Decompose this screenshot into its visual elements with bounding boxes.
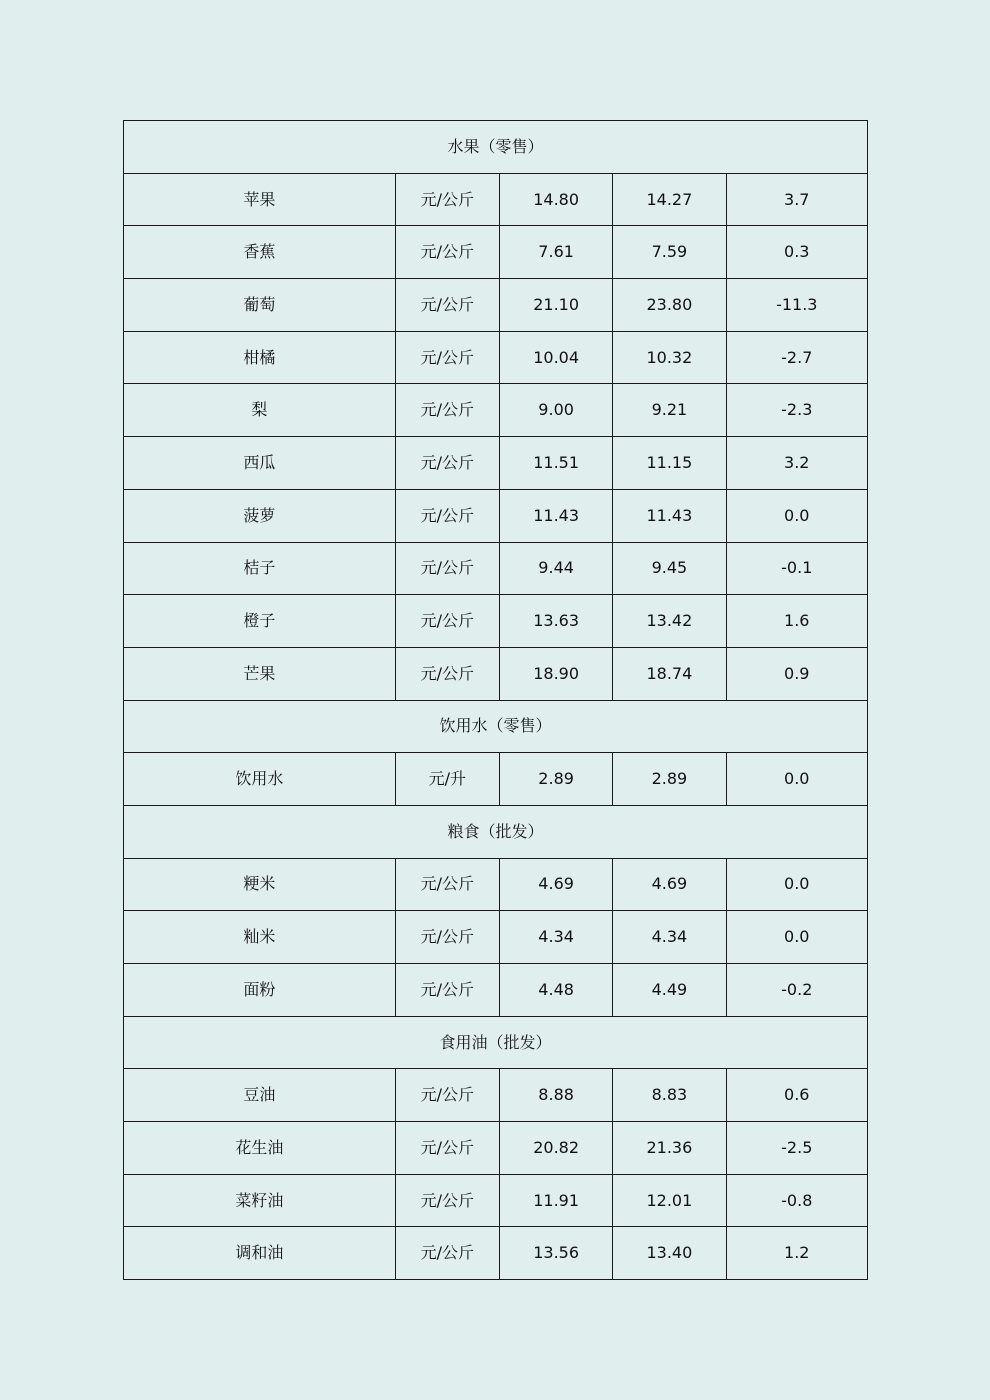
unit-cell: 元/公斤 [395,1227,499,1280]
item-name-cell: 芒果 [124,647,396,700]
section-header-row [124,1016,868,1069]
previous-price-cell: 14.27 [613,173,726,226]
current-price-cell: 9.00 [499,384,612,437]
change-percent-cell: 0.0 [726,753,867,806]
previous-price-cell: 18.74 [613,647,726,700]
previous-price-cell: 7.59 [613,226,726,279]
table-row [124,437,868,490]
current-price-cell: 4.69 [499,858,612,911]
unit-cell: 元/公斤 [395,173,499,226]
table-row [124,173,868,226]
unit-cell: 元/公斤 [395,1122,499,1175]
unit-cell: 元/升 [395,753,499,806]
item-name-cell: 菜籽油 [124,1174,396,1227]
table-row [124,595,868,648]
change-percent-cell: -0.8 [726,1174,867,1227]
unit-cell: 元/公斤 [395,437,499,490]
change-percent-cell: 0.0 [726,858,867,911]
previous-price-cell: 10.32 [613,331,726,384]
current-price-cell: 14.80 [499,173,612,226]
item-name-cell: 花生油 [124,1122,396,1175]
item-name-cell: 籼米 [124,911,396,964]
change-percent-cell: -0.1 [726,542,867,595]
unit-cell: 元/公斤 [395,964,499,1017]
unit-cell: 元/公斤 [395,647,499,700]
section-title: 水果（零售） [124,121,868,174]
item-name-cell: 饮用水 [124,753,396,806]
price-table [123,120,868,1280]
previous-price-cell: 9.45 [613,542,726,595]
previous-price-cell: 23.80 [613,279,726,332]
unit-cell: 元/公斤 [395,595,499,648]
item-name-cell: 苹果 [124,173,396,226]
table-row [124,647,868,700]
current-price-cell: 20.82 [499,1122,612,1175]
previous-price-cell: 4.69 [613,858,726,911]
table-row [124,1227,868,1280]
current-price-cell: 13.56 [499,1227,612,1280]
previous-price-cell: 11.15 [613,437,726,490]
change-percent-cell: -2.7 [726,331,867,384]
item-name-cell: 豆油 [124,1069,396,1122]
table-row [124,489,868,542]
current-price-cell: 18.90 [499,647,612,700]
item-name-cell: 桔子 [124,542,396,595]
change-percent-cell: 1.6 [726,595,867,648]
table-row [124,1122,868,1175]
unit-cell: 元/公斤 [395,279,499,332]
table-row [124,858,868,911]
previous-price-cell: 9.21 [613,384,726,437]
current-price-cell: 9.44 [499,542,612,595]
unit-cell: 元/公斤 [395,911,499,964]
previous-price-cell: 21.36 [613,1122,726,1175]
item-name-cell: 西瓜 [124,437,396,490]
current-price-cell: 7.61 [499,226,612,279]
change-percent-cell: 0.3 [726,226,867,279]
item-name-cell: 调和油 [124,1227,396,1280]
change-percent-cell: 0.9 [726,647,867,700]
section-header-row [124,121,868,174]
previous-price-cell: 11.43 [613,489,726,542]
section-header-row [124,805,868,858]
section-title: 食用油（批发） [124,1016,868,1069]
item-name-cell: 橙子 [124,595,396,648]
change-percent-cell: -0.2 [726,964,867,1017]
previous-price-cell: 12.01 [613,1174,726,1227]
unit-cell: 元/公斤 [395,384,499,437]
current-price-cell: 8.88 [499,1069,612,1122]
table-row [124,384,868,437]
item-name-cell: 柑橘 [124,331,396,384]
previous-price-cell: 4.34 [613,911,726,964]
unit-cell: 元/公斤 [395,1069,499,1122]
current-price-cell: 2.89 [499,753,612,806]
change-percent-cell: -11.3 [726,279,867,332]
current-price-cell: 21.10 [499,279,612,332]
current-price-cell: 4.48 [499,964,612,1017]
item-name-cell: 粳米 [124,858,396,911]
current-price-cell: 13.63 [499,595,612,648]
change-percent-cell: 3.2 [726,437,867,490]
table-row [124,226,868,279]
previous-price-cell: 2.89 [613,753,726,806]
unit-cell: 元/公斤 [395,331,499,384]
previous-price-cell: 13.42 [613,595,726,648]
change-percent-cell: -2.3 [726,384,867,437]
item-name-cell: 梨 [124,384,396,437]
table-row [124,331,868,384]
unit-cell: 元/公斤 [395,858,499,911]
change-percent-cell: 0.6 [726,1069,867,1122]
table-row [124,542,868,595]
table-row [124,1069,868,1122]
item-name-cell: 香蕉 [124,226,396,279]
item-name-cell: 面粉 [124,964,396,1017]
table-row [124,911,868,964]
current-price-cell: 4.34 [499,911,612,964]
item-name-cell: 菠萝 [124,489,396,542]
table-row [124,279,868,332]
table-row [124,1174,868,1227]
unit-cell: 元/公斤 [395,1174,499,1227]
section-title: 粮食（批发） [124,805,868,858]
price-table-body [124,121,868,1280]
table-row [124,753,868,806]
item-name-cell: 葡萄 [124,279,396,332]
previous-price-cell: 4.49 [613,964,726,1017]
current-price-cell: 11.91 [499,1174,612,1227]
change-percent-cell: 1.2 [726,1227,867,1280]
unit-cell: 元/公斤 [395,489,499,542]
current-price-cell: 11.43 [499,489,612,542]
table-row [124,964,868,1017]
change-percent-cell: 3.7 [726,173,867,226]
current-price-cell: 10.04 [499,331,612,384]
section-title: 饮用水（零售） [124,700,868,753]
change-percent-cell: -2.5 [726,1122,867,1175]
change-percent-cell: 0.0 [726,911,867,964]
change-percent-cell: 0.0 [726,489,867,542]
previous-price-cell: 8.83 [613,1069,726,1122]
unit-cell: 元/公斤 [395,226,499,279]
current-price-cell: 11.51 [499,437,612,490]
section-header-row [124,700,868,753]
unit-cell: 元/公斤 [395,542,499,595]
previous-price-cell: 13.40 [613,1227,726,1280]
